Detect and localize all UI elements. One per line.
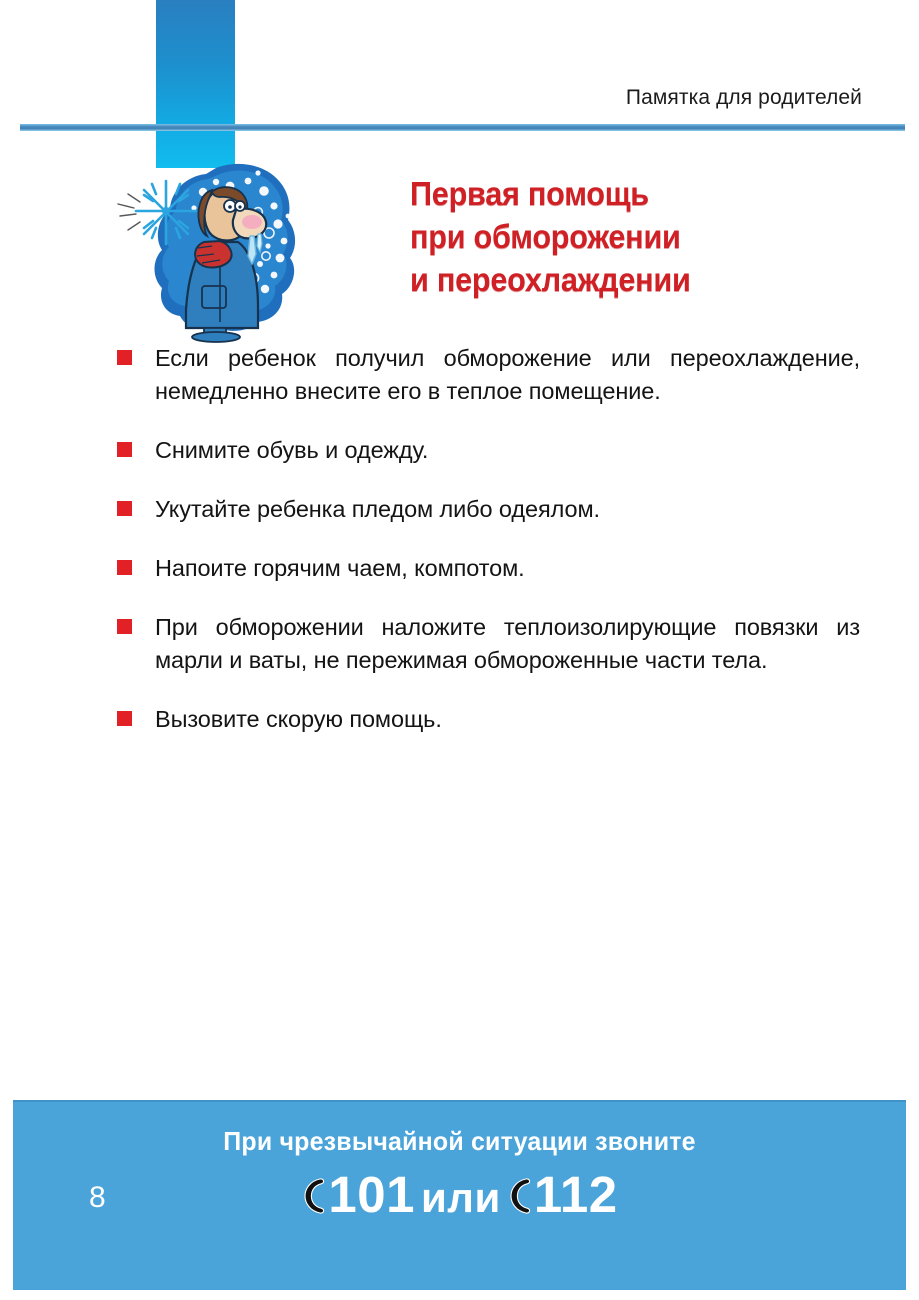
list-item-text: Вызовите скорую помощь. xyxy=(155,706,442,732)
page-title-line-1: Первая помощь xyxy=(410,175,649,212)
list-item-text: Укутайте ребенка пледом либо одеялом. xyxy=(155,496,600,522)
list-item xyxy=(115,342,860,408)
advice-list xyxy=(115,342,860,736)
emergency-number-primary: 101 xyxy=(328,1166,415,1223)
child-frostbite-illustration xyxy=(108,146,348,346)
bullet-square-icon xyxy=(117,350,132,365)
page-title-line-2: при обморожении xyxy=(410,218,681,255)
phone-handset-icon xyxy=(301,1176,327,1216)
header-blue-gradient-strip xyxy=(156,0,235,168)
list-item-text: Снимите обувь и одежду. xyxy=(155,437,429,463)
emergency-number-secondary: 112 xyxy=(533,1166,618,1223)
list-item-text: Напоите горячим чаем, компотом. xyxy=(155,555,525,581)
header-horizontal-rule xyxy=(20,124,905,131)
list-item-text: При обморожении наложите теплоизолирующие повязки из марли и ваты, не пережимая обмороженные части тела. xyxy=(155,614,860,673)
page-number: 8 xyxy=(89,1181,106,1214)
page-kicker: Памятка для родителей xyxy=(625,86,862,109)
page-title xyxy=(410,172,847,301)
list-item xyxy=(115,703,860,736)
list-item xyxy=(115,552,860,585)
emergency-footer-banner xyxy=(13,1100,906,1290)
list-item xyxy=(115,493,860,526)
emergency-number-separator: или xyxy=(420,1174,501,1221)
list-item xyxy=(115,611,860,677)
bullet-square-icon xyxy=(117,619,132,634)
bullet-square-icon xyxy=(117,711,132,726)
bullet-square-icon xyxy=(117,560,132,575)
footer-title: При чрезвычайной ситуации звоните xyxy=(223,1126,696,1156)
bullet-square-icon xyxy=(117,442,132,457)
bullet-square-icon xyxy=(117,501,132,516)
page-title-line-3: и переохлаждении xyxy=(410,261,691,298)
emergency-numbers xyxy=(13,1165,906,1224)
phone-handset-icon xyxy=(507,1176,533,1216)
list-item xyxy=(115,434,860,467)
list-item-text: Если ребенок получил обморожение или переохлаждение, немедленно внесите его в теплое помещение. xyxy=(155,345,860,404)
